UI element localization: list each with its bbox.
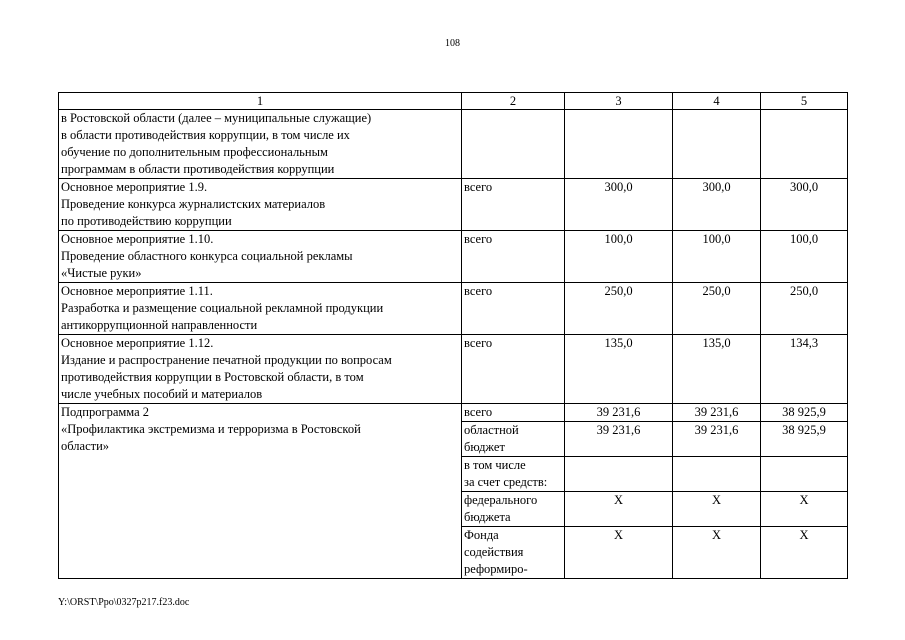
text-line: «Профилактика экстремизма и терроризма в Ростовской (61, 422, 361, 436)
text-line: Издание и распространение печатной продукции по вопросам (61, 353, 392, 367)
value-col-3: 135,0 (565, 335, 673, 404)
funding-source: всего (462, 179, 565, 231)
value-col-3: 39 231,6 (565, 422, 673, 457)
text-line: бюджета (464, 510, 511, 524)
text-line: Разработка и размещение социальной рекламной продукции (61, 301, 384, 315)
page-number: 108 (445, 38, 460, 49)
value-col-4: 135,0 (673, 335, 761, 404)
value-col-5: Х (761, 527, 848, 579)
text-line: числе учебных пособий и материалов (61, 387, 263, 401)
activity-description (59, 335, 462, 404)
table-row (59, 404, 848, 422)
text-line: всего (464, 405, 493, 419)
header-col-1: 1 (59, 93, 462, 110)
header-col-3: 3 (565, 93, 673, 110)
text-line: федерального (464, 493, 538, 507)
value-col-3: Х (565, 492, 673, 527)
funding-source: всего (462, 231, 565, 283)
header-col-4: 4 (673, 93, 761, 110)
empty-cell (565, 110, 673, 179)
activity-description (59, 231, 462, 283)
text-line: Проведение областного конкурса социальной рекламы (61, 249, 353, 263)
activity-description (59, 179, 462, 231)
funding-source (462, 527, 565, 579)
value-col-5: 100,0 (761, 231, 848, 283)
activity-description (59, 283, 462, 335)
subprogram-description (59, 404, 462, 579)
value-col-3: 250,0 (565, 283, 673, 335)
text-line: в том числе (464, 458, 526, 472)
value-col-3 (565, 457, 673, 492)
text-line: Основное мероприятие 1.10. (61, 232, 214, 246)
text-line: в области противодействия коррупции, в том числе их (61, 128, 350, 142)
value-col-3: 100,0 (565, 231, 673, 283)
footer-file-path: Y:\ORST\Ppo\0327p217.f23.doc (58, 597, 190, 608)
funding-source (462, 422, 565, 457)
continuation-description (59, 110, 462, 179)
text-line: в Ростовской области (далее – муниципальные служащие) (61, 111, 372, 125)
text-line: Фонда (464, 528, 499, 542)
text-line: областной (464, 423, 519, 437)
funding-source (462, 404, 565, 422)
header-col-2: 2 (462, 93, 565, 110)
value-col-4: 100,0 (673, 231, 761, 283)
table-row (59, 283, 848, 335)
text-line: области» (61, 439, 110, 453)
value-col-5: 38 925,9 (761, 404, 848, 422)
text-line: программам в области противодействия коррупции (61, 162, 335, 176)
value-col-5: 134,3 (761, 335, 848, 404)
text-line: бюджет (464, 440, 505, 454)
value-col-3: 300,0 (565, 179, 673, 231)
budget-table (58, 92, 848, 579)
text-line: «Чистые руки» (61, 266, 142, 280)
value-col-4: 39 231,6 (673, 404, 761, 422)
funding-source (462, 492, 565, 527)
text-line: реформиро- (464, 562, 528, 576)
value-col-4: Х (673, 492, 761, 527)
text-line: по противодействию коррупции (61, 214, 232, 228)
text-line: Основное мероприятие 1.12. (61, 336, 214, 350)
text-line: за счет средств: (464, 475, 548, 489)
value-col-5: 38 925,9 (761, 422, 848, 457)
text-line: противодействия коррупции в Ростовской области, в том (61, 370, 364, 384)
text-line: Проведение конкурса журналистских материалов (61, 197, 326, 211)
text-line: содействия (464, 545, 524, 559)
empty-cell (761, 110, 848, 179)
table-header-row (59, 93, 848, 110)
value-col-5 (761, 457, 848, 492)
value-col-5: 250,0 (761, 283, 848, 335)
text-line: антикоррупционной направленности (61, 318, 258, 332)
value-col-5: Х (761, 492, 848, 527)
empty-cell (462, 110, 565, 179)
text-line: Подпрограмма 2 (61, 405, 150, 419)
value-col-4: 250,0 (673, 283, 761, 335)
table-row (59, 110, 848, 179)
value-col-4: 39 231,6 (673, 422, 761, 457)
value-col-3: 39 231,6 (565, 404, 673, 422)
value-col-4 (673, 457, 761, 492)
value-col-4: 300,0 (673, 179, 761, 231)
table-row (59, 231, 848, 283)
funding-source: всего (462, 335, 565, 404)
text-line: обучение по дополнительным профессиональным (61, 145, 328, 159)
funding-source (462, 457, 565, 492)
empty-cell (673, 110, 761, 179)
table-row (59, 335, 848, 404)
value-col-4: Х (673, 527, 761, 579)
header-col-5: 5 (761, 93, 848, 110)
text-line: Основное мероприятие 1.11. (61, 284, 213, 298)
table-row (59, 179, 848, 231)
text-line: Основное мероприятие 1.9. (61, 180, 208, 194)
value-col-3: Х (565, 527, 673, 579)
value-col-5: 300,0 (761, 179, 848, 231)
funding-source: всего (462, 283, 565, 335)
